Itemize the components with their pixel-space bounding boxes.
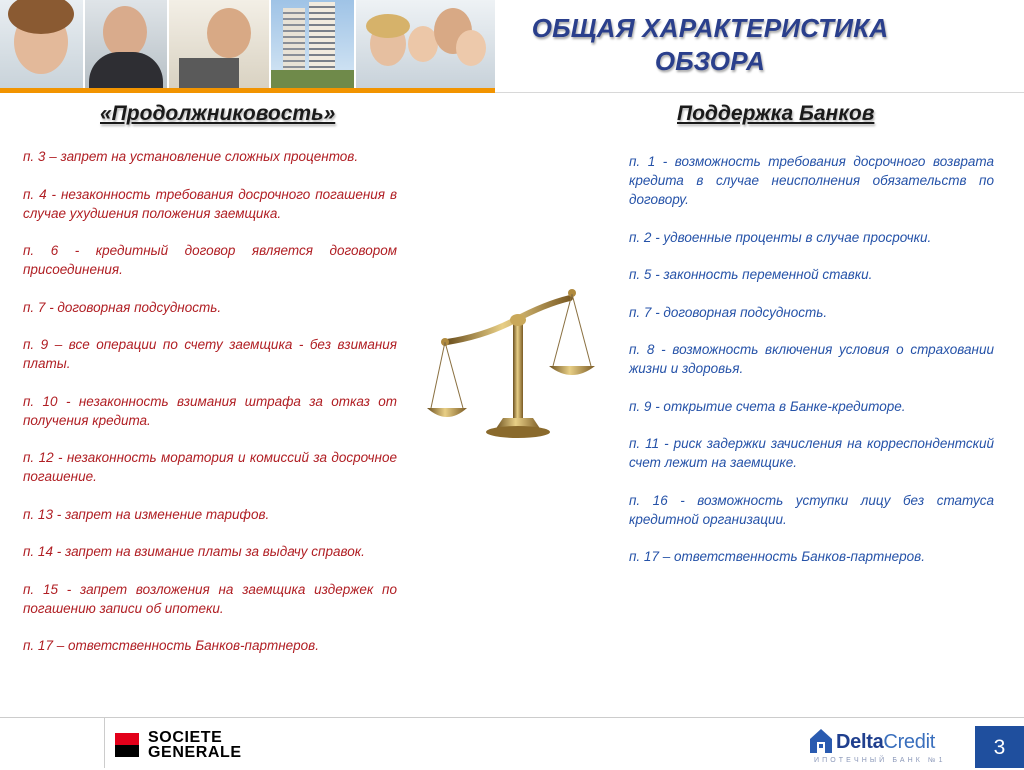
list-item: п. 17 – ответственность Банков-партнеров.	[629, 549, 925, 564]
list-item: п. 13 - запрет на изменение тарифов.	[23, 506, 270, 522]
list-item: п. 7 - договорная подсудность.	[629, 304, 828, 320]
list-item: п. 9 - открытие счета в Банке-кредиторе.	[629, 398, 906, 414]
header-photo-strip	[0, 0, 495, 88]
footer-divider	[0, 717, 1024, 718]
deltacredit-wordmark	[836, 731, 935, 754]
sg-logo-text	[148, 730, 242, 760]
list-item: п. 5 - законность переменной ставки.	[629, 267, 873, 282]
deltacredit-logo-icon	[806, 726, 974, 768]
deltacredit-house-icon	[808, 727, 834, 755]
list-item: п. 8 - возможность включения условия о страховании жизни и здоровья.	[629, 342, 994, 376]
list-item: п. 11 - риск задержки зачисления на корреспондентский счет лежит на заемщике.	[629, 436, 994, 470]
list-item: п. 9 – все операции по счету заемщика - без взимания платы.	[23, 337, 397, 371]
list-item: п. 14 - запрет на взимание платы за выдачу справок.	[23, 544, 365, 559]
list-item: п. 4 - незаконность требования досрочного погашения в случае ухудшения положения заемщика.	[23, 186, 397, 221]
list-item: п. 3 – запрет на установление сложных процентов.	[23, 149, 359, 164]
photo-businessman	[85, 0, 167, 88]
slide-title-line1: ОБЩАЯ ХАРАКТЕРИСТИКА	[531, 13, 889, 43]
list-item: п. 7 - договорная подсудность.	[23, 299, 222, 315]
list-item: п. 12 - незаконность моратория и комиссий за досрочное погашение.	[23, 450, 397, 484]
header-accent-bar	[0, 88, 495, 93]
slide-title	[500, 12, 920, 78]
deltacredit-tagline: ИПОТЕЧНЫЙ БАНК №1	[814, 757, 946, 764]
scales-of-justice-icon	[425, 280, 620, 445]
sg-logo-line1: SOCIETE	[148, 729, 223, 746]
left-column-heading: «Продолжниковость»	[100, 102, 336, 125]
list-item: п. 1 - возможность требования досрочного возврата кредита в случае неисполнения обязательств по договору.	[629, 154, 994, 207]
sg-logo-square	[115, 733, 139, 757]
list-item: п. 2 - удвоенные проценты в случае просрочки.	[629, 229, 932, 245]
deltacredit-word-delta: Delta	[836, 731, 884, 753]
left-column-list	[23, 147, 397, 674]
photo-operator	[0, 0, 83, 88]
photo-man-laptop	[169, 0, 269, 88]
deltacredit-word-credit: Credit	[883, 731, 935, 753]
right-column-heading: Поддержка Банков	[677, 102, 875, 125]
sg-logo-line2: GENERALE	[148, 744, 242, 761]
footer-separator	[104, 718, 105, 768]
page-number: 3	[975, 726, 1024, 768]
list-item: п. 6 - кредитный договор является договором присоединения.	[23, 243, 397, 277]
list-item: п. 10 - незаконность взимания штрафа за отказ от получения кредита.	[23, 393, 397, 428]
slide-title-line2: ОБЗОРА	[654, 46, 766, 76]
list-item: п. 17 – ответственность Банков-партнеров.	[23, 638, 319, 653]
photo-family	[356, 0, 495, 88]
societe-generale-logo-icon	[115, 730, 242, 760]
right-column-list	[629, 152, 994, 585]
list-item: п. 16 - возможность уступки лицу без статуса кредитной организации.	[629, 492, 994, 527]
list-item: п. 15 - запрет возложения на заемщика издержек по погашению записи об ипотеки.	[23, 581, 397, 616]
header-divider	[495, 92, 1024, 93]
photo-building	[271, 0, 354, 88]
